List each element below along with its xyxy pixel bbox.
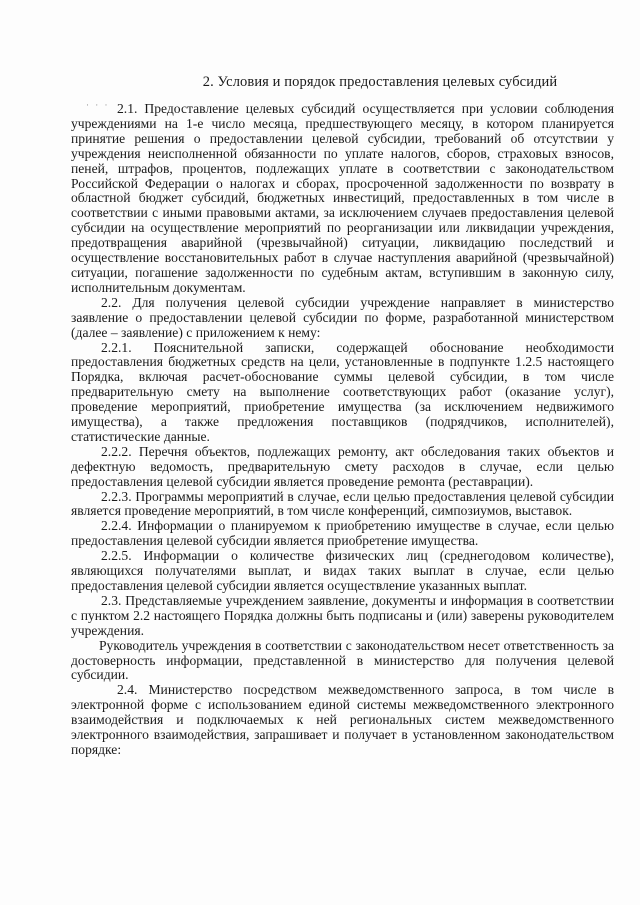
paragraph-2-2-3: 2.2.3. Программы мероприятий в случае, если целью предоставления целевой субсидии является проведение мероприятий, в том числе конференций, симпозиумов, выставок. xyxy=(71,488,614,519)
document-body xyxy=(71,102,614,758)
paragraph-2-2: 2.2. Для получения целевой субсидии учреждение направляет в министерство заявление о предоставлении целевой субсидии по форме, разработанной министерством (далее – заявление) с приложением к нему: xyxy=(71,294,614,340)
section-title: 2. Условия и порядок предоставления целевых субсидий xyxy=(202,74,558,90)
paragraph-2-4: 2.4. Министерство посредством межведомственного запроса, в том числе в электронной форме с использованием единой системы межведомственного электронного взаимодействия и подключаемых к ней региональных систем межведомственного электронного взаимодействия, запрашивает и получает в установленном законодательством порядке: xyxy=(71,682,614,757)
paragraph-2-3-responsibility: Руководитель учреждения в соответствии с законодательством несет ответственность за достоверность информации, представленной в министерство для получения целевой субсидии. xyxy=(71,637,614,683)
paragraph-2-2-5: 2.2.5. Информации о количестве физических лиц (среднегодовом количестве), являющихся получателями выплат, и видах таких выплат в случае, если целью предоставления целевой субсидии является осуществление указанных выплат. xyxy=(71,548,614,593)
paragraph-2-2-1: 2.2.1. Пояснительной записки, содержащей обоснование необходимости предоставления бюджетных средств на цели, установленные в подпункте 1.2.5 настоящего Порядка, включая расчет-обоснование суммы целевой субсидии, в том числе предварительную смету на выполнение соответствующих работ (оказание услуг), проведение мероприятий, приобретение имущества (за исключением недвижимого имущества), а также предложения поставщиков (подрядчиков, исполнителей), статистические данные. xyxy=(71,339,614,444)
paragraph-2-3: 2.3. Представляемые учреждением заявление, документы и информация в соответствии с пунктом 2.2 настоящего Порядка должны быть подписаны и (или) заверены руководителем учреждения. xyxy=(71,592,614,638)
paragraph-2-1: 2.1. Предоставление целевых субсидий осуществляется при условии соблюдения учреждениями на 1-е число месяца, предшествующего месяцу, в котором планируется принятие решения о предоставлении целевой субсидии, требований об отсутствии у учреждения неисполненной обязанности по уплате налогов, сборов, страховых взносов, пеней, штрафов, процентов, подлежащих уплате в соответствии с законодательством Российской Федерации о налогах и сборах, просроченной задолженности по возврату в областной бюджет субсидий, бюджетных инвестиций, предоставленных в том числе в соответствии с иными правовыми актами, за исключением случаев предоставления целевой субсидии на осуществление мероприятий по реорганизации или ликвидации учреждения, предотвращения аварийной (чрезвычайной) ситуации, ликвидацию последствий и осуществление восстановительных работ в случае наступления аварийной (чрезвычайной) ситуации, погашение задолженности по судебным актам, вступившим в законную силу, исполнительным документам. xyxy=(71,101,614,295)
scan-artifact: · · · xyxy=(86,100,110,110)
paragraph-2-2-2: 2.2.2. Перечня объектов, подлежащих ремонту, акт обследования таких объектов и дефектную ведомость, предварительную смету расходов в случае, если целью предоставления целевой субсидии является проведение ремонта (реставрации). xyxy=(71,443,614,489)
paragraph-2-2-4: 2.2.4. Информации о планируемом к приобретению имуществе в случае, если целью предоставления целевой субсидии является приобретение имущества. xyxy=(71,518,614,549)
